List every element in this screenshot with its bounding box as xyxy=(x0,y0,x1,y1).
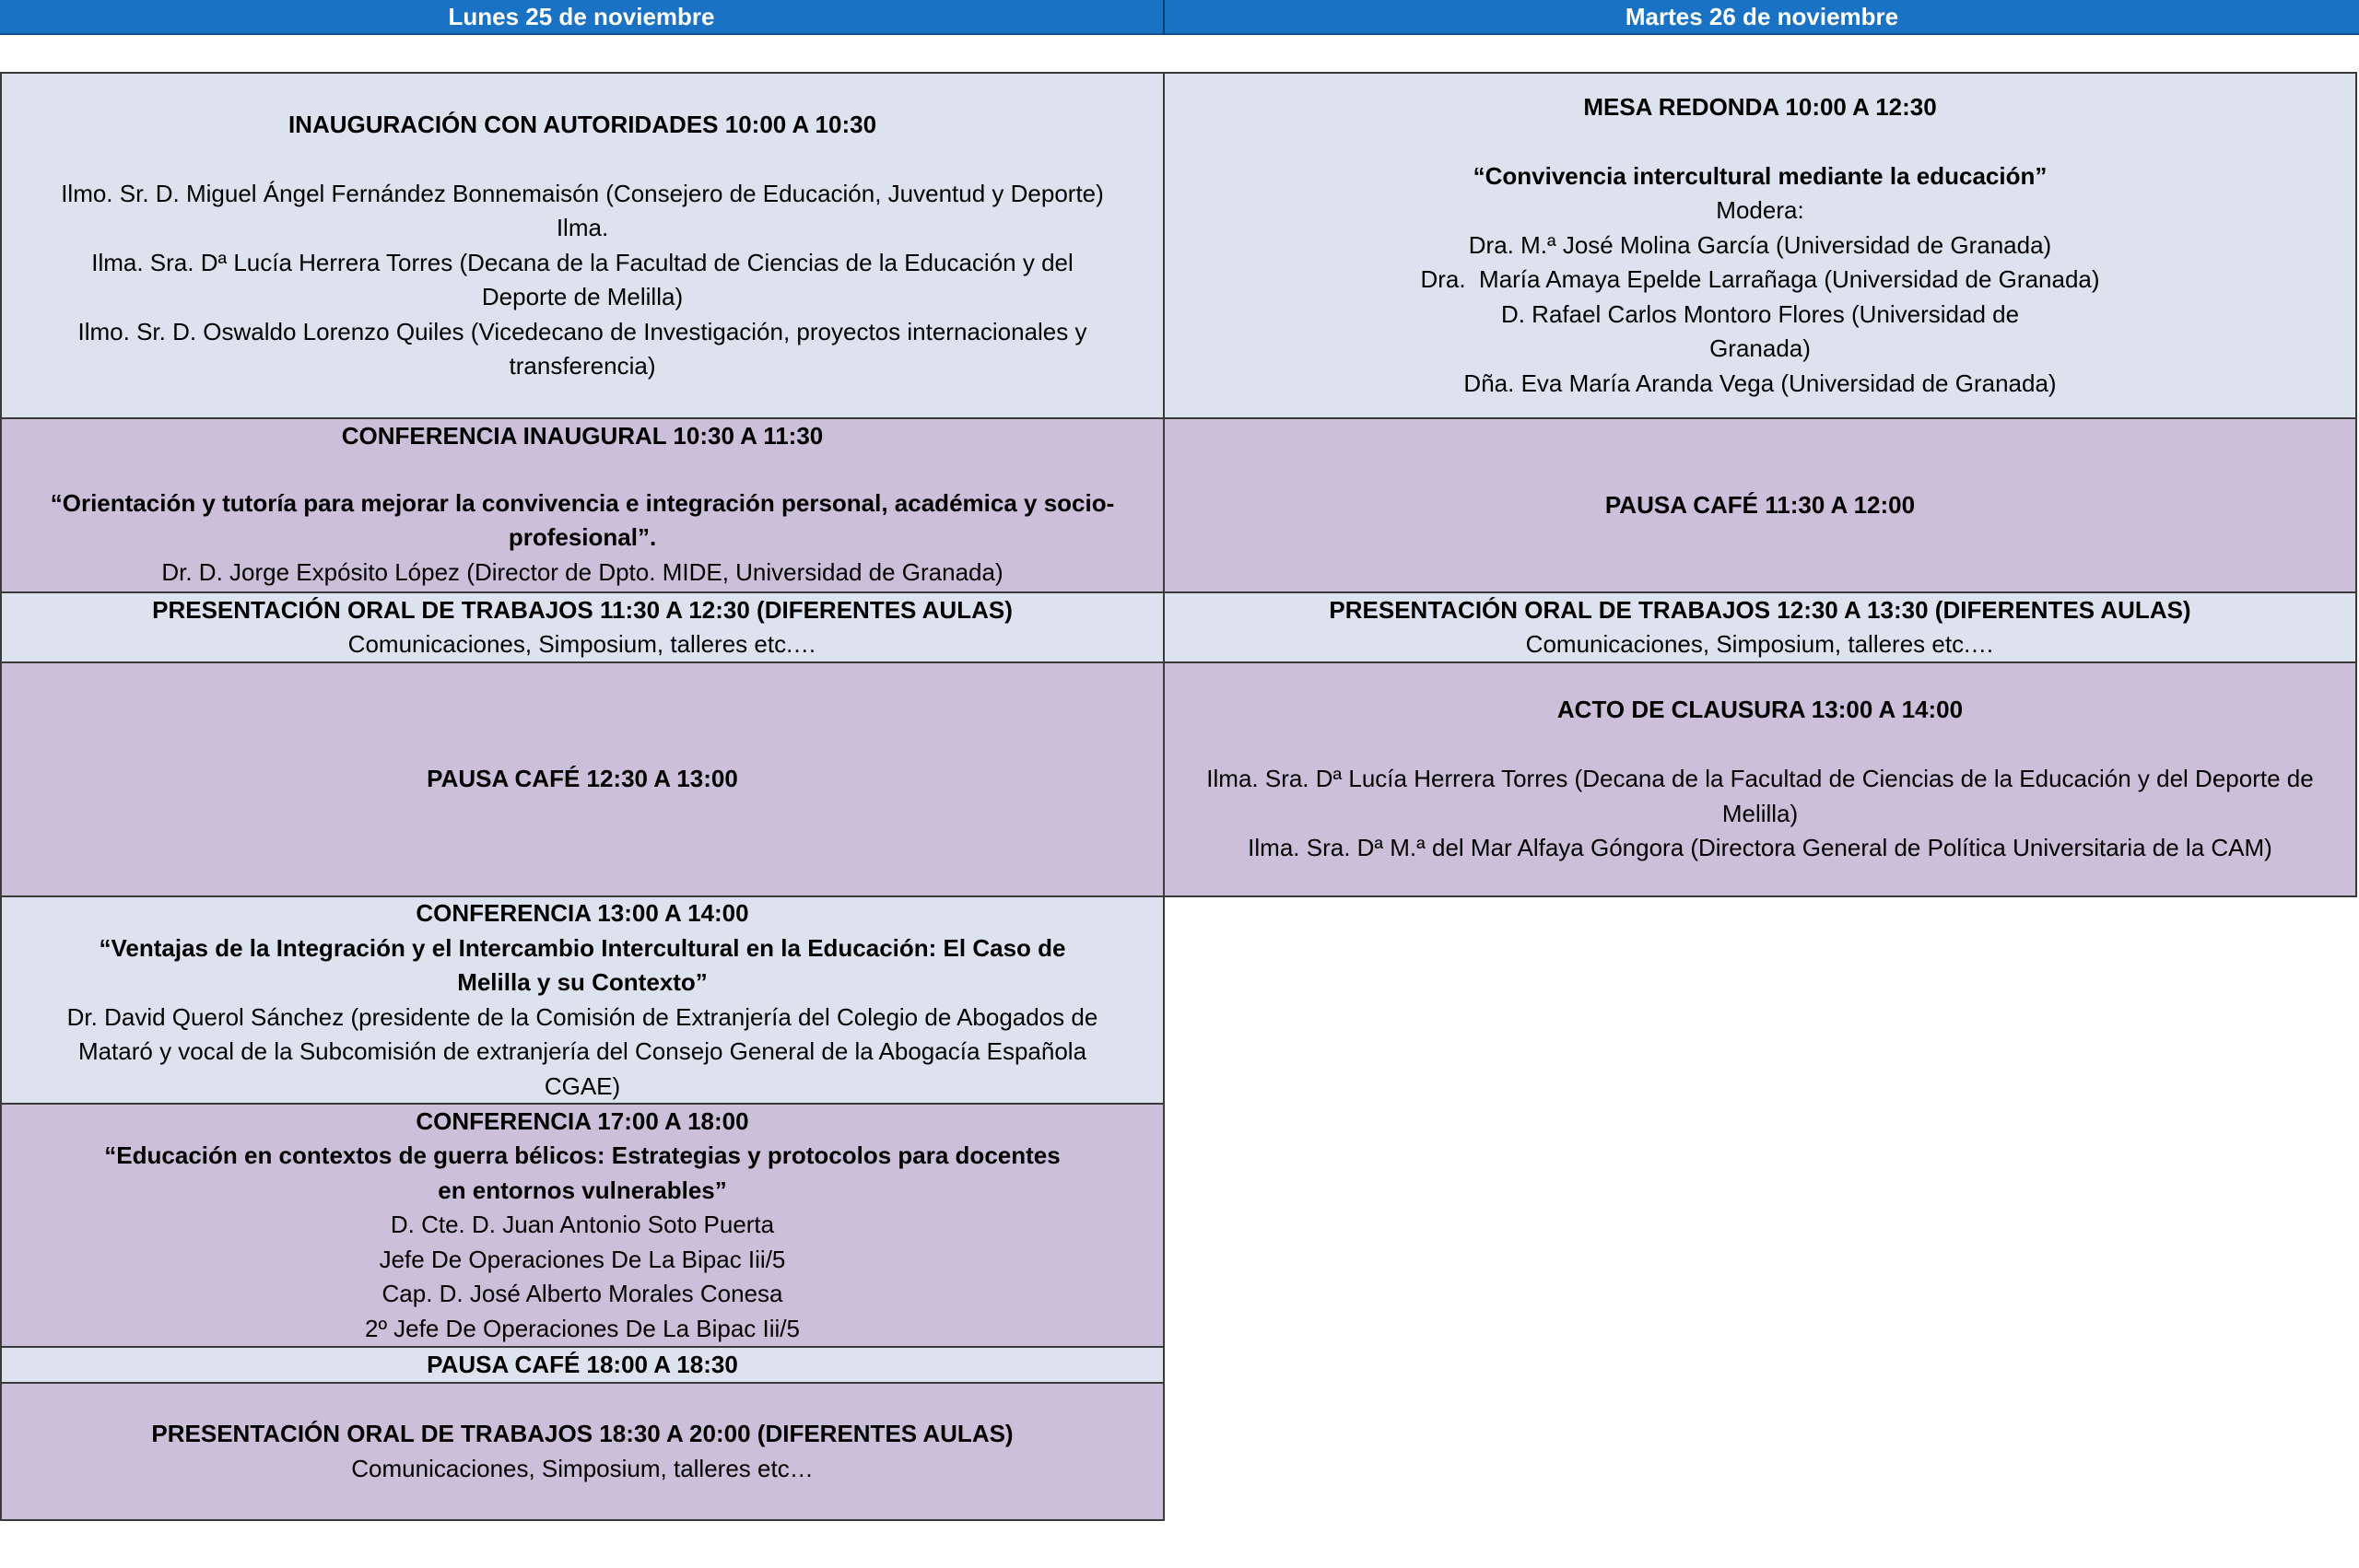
monday-conferencia2-speaker: Dr. David Querol Sánchez (presidente de la Comisión de Extranjería del Colegio de Abogados de Mataró y vocal de la Subcomisión de extranjería del Consejo General de la Abogacía Española CGAE) xyxy=(66,1002,1098,1100)
tuesday-mesa-line3a: D. Rafael Carlos Montoro Flores (Universidad de xyxy=(1500,299,2020,328)
tuesday-pausa-title: PAUSA CAFÉ 11:30 A 12:00 xyxy=(1604,490,1916,519)
monday-inauguracion-line2: Ilma. xyxy=(556,214,609,241)
monday-conferencia-inaugural-cell xyxy=(0,417,1165,593)
monday-inauguracion-cell xyxy=(0,72,1165,419)
tuesday-clausura-line2: Ilma. Sra. Dª M.ª del Mar Alfaya Góngora (Directora General de Política Universitaria de la CAM) xyxy=(1248,834,2272,862)
monday-presentacion1-title: PRESENTACIÓN ORAL DE TRABAJOS 11:30 A 12:30 (DIFERENTES AULAS) xyxy=(152,595,1013,624)
monday-presentacion2-title: PRESENTACIÓN ORAL DE TRABAJOS 18:30 A 20:00 (DIFERENTES AULAS) xyxy=(151,1420,1014,1447)
tuesday-mesa-line2: Dra. María Amaya Epelde Larrañaga (Universidad de Granada) xyxy=(1420,265,2100,294)
monday-conferencia3-topic: “Educación en contextos de guerra bélicos: Estrategias y protocolos para docentes en entornos vulnerables” xyxy=(104,1141,1061,1204)
monday-conferencia2-topic: “Ventajas de la Integración y el Intercambio Intercultural en la Educación: El Caso de Melilla y su Contexto” xyxy=(99,933,1066,996)
monday-pausa1-title: PAUSA CAFÉ 12:30 A 13:00 xyxy=(427,765,738,793)
monday-presentacion2-cell xyxy=(0,1382,1165,1521)
monday-conferencia3-cell xyxy=(0,1103,1165,1348)
monday-inauguracion-line3: Ilma. Sra. Dª Lucía Herrera Torres (Decana de la Facultad de Ciencias de la Educación y del Deporte de Melilla) xyxy=(91,248,1074,310)
monday-pausa2-cell xyxy=(0,1346,1165,1384)
monday-inauguracion-line1: Ilmo. Sr. D. Miguel Ángel Fernández Bonnemaisón (Consejero de Educación, Juventud y Deporte) xyxy=(61,179,1104,207)
header-tuesday: Martes 26 de noviembre xyxy=(1165,0,2359,35)
monday-inauguracion-title: INAUGURACIÓN CON AUTORIDADES 10:00 A 10:30 xyxy=(288,110,877,138)
tuesday-clausura-line1: Ilma. Sra. Dª Lucía Herrera Torres (Decana de la Facultad de Ciencias de la Educación y del Deporte de Melilla) xyxy=(1206,765,2314,827)
monday-inauguracion-line4: Ilmo. Sr. D. Oswaldo Lorenzo Quiles (Vicedecano de Investigación, proyectos internacionales y transferencia) xyxy=(77,317,1087,380)
monday-conferencia3-line2: Jefe De Operaciones De La Bipac Iii/5 xyxy=(379,1245,786,1273)
tuesday-mesa-title: MESA REDONDA 10:00 A 12:30 xyxy=(1583,92,1937,121)
monday-conferencia3-line3: Cap. D. José Alberto Morales Conesa xyxy=(381,1280,783,1308)
tuesday-presentacion-title: PRESENTACIÓN ORAL DE TRABAJOS 12:30 A 13:30 (DIFERENTES AULAS) xyxy=(1329,595,2191,624)
tuesday-mesa-line3b: Granada) xyxy=(1709,334,1811,363)
monday-presentacion1-cell xyxy=(0,591,1165,663)
tuesday-mesa-topic: “Convivencia intercultural mediante la educación” xyxy=(1473,161,2048,190)
tuesday-presentacion-cell xyxy=(1163,591,2357,663)
tuesday-mesa-cell xyxy=(1163,72,2357,419)
monday-conferencia-inaugural-title: CONFERENCIA INAUGURAL 10:30 A 11:30 xyxy=(341,422,824,450)
tuesday-presentacion-detail: Comunicaciones, Simposium, talleres etc.… xyxy=(1525,630,1995,658)
monday-conferencia2-cell xyxy=(0,895,1165,1105)
tuesday-clausura-cell xyxy=(1163,661,2357,897)
monday-conferencia2-title: CONFERENCIA 13:00 A 14:00 xyxy=(416,899,749,927)
monday-pausa2-title: PAUSA CAFÉ 18:00 A 18:30 xyxy=(427,1350,738,1378)
tuesday-mesa-line1: Dra. M.ª José Molina García (Universidad de Granada) xyxy=(1468,230,2052,259)
tuesday-pausa-cell xyxy=(1163,417,2357,593)
monday-conferencia3-line1: D. Cte. D. Juan Antonio Soto Puerta xyxy=(390,1211,775,1239)
monday-conferencia3-title: CONFERENCIA 17:00 A 18:00 xyxy=(416,1106,749,1135)
monday-presentacion2-detail: Comunicaciones, Simposium, talleres etc… xyxy=(351,1454,814,1482)
tuesday-mesa-line4: Dña. Eva María Aranda Vega (Universidad de Granada) xyxy=(1463,369,2057,397)
monday-conferencia3-line4: 2º Jefe De Operaciones De La Bipac Iii/5 xyxy=(365,1314,800,1342)
header-monday: Lunes 25 de noviembre xyxy=(0,0,1163,35)
monday-conferencia-inaugural-speaker: Dr. D. Jorge Expósito López (Director de Dpto. MIDE, Universidad de Granada) xyxy=(161,557,1003,586)
tuesday-clausura-title: ACTO DE CLAUSURA 13:00 A 14:00 xyxy=(1556,696,1964,724)
monday-pausa1-cell xyxy=(0,661,1165,897)
tuesday-mesa-moderator-label: Modera: xyxy=(1716,196,1804,225)
monday-conferencia-inaugural-topic: “Orientación y tutoría para mejorar la convivencia e integración personal, académica y socio-profesional”. xyxy=(50,488,1115,551)
monday-presentacion1-detail: Comunicaciones, Simposium, talleres etc.… xyxy=(347,630,817,658)
